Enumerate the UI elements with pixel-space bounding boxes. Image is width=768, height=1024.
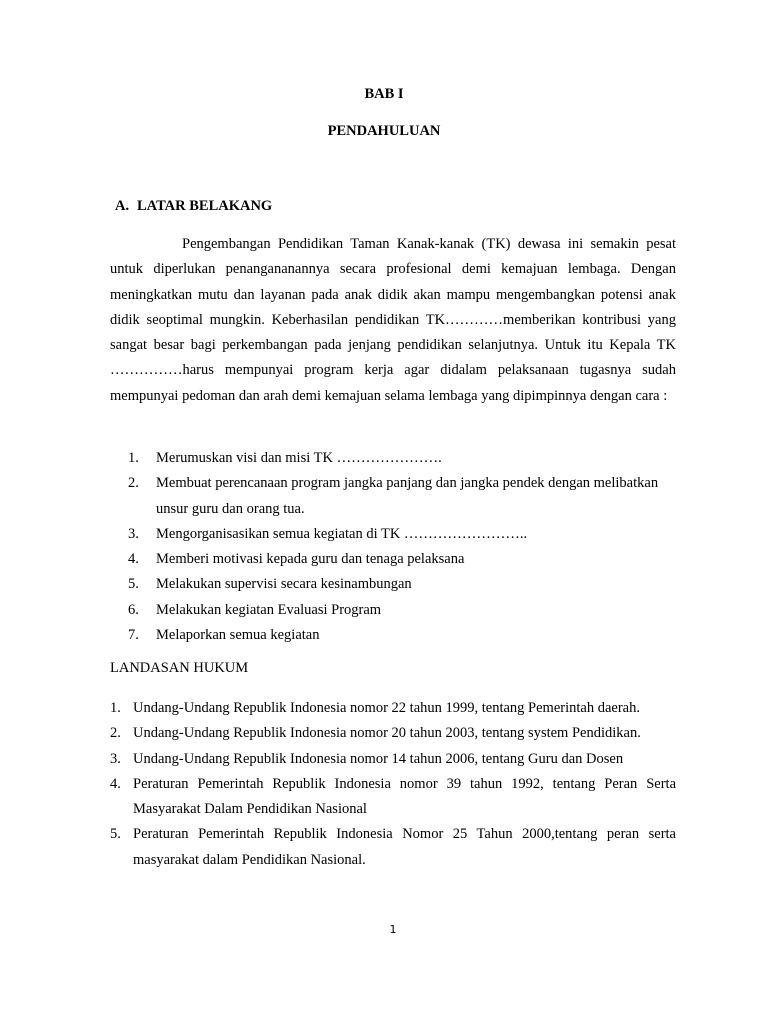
list-item-number: 4. — [110, 775, 121, 792]
list-item-text: Merumuskan visi dan misi TK …………………. — [156, 450, 442, 466]
list-item-number: 6. — [128, 601, 139, 618]
list-item — [128, 471, 676, 522]
list-item-text: Melakukan supervisi secara kesinambungan — [156, 576, 412, 593]
task-list — [128, 446, 676, 648]
list-item-text: Peraturan Pemerintah Republik Indonesia Nomor 25 Tahun 2000,tentang peran serta masyarakat dalam Pendidikan Nasional. — [133, 826, 676, 868]
list-item — [128, 547, 676, 572]
chapter-title: PENDAHULUAN — [327, 123, 441, 139]
chapter-number: BAB I — [364, 86, 404, 102]
list-item-text: Membuat perencanaan program jangka panjang dan jangka pendek dengan melibatkan unsur guru dan orang tua. — [156, 475, 659, 517]
legal-basis-list — [110, 696, 676, 873]
legal-basis-heading: LANDASAN HUKUM — [110, 660, 249, 676]
list-item — [110, 721, 676, 746]
list-item — [110, 772, 676, 823]
list-item-number: 7. — [128, 627, 139, 644]
list-item — [110, 747, 676, 772]
list-item — [110, 696, 676, 721]
list-item-text: Undang-Undang Republik Indonesia nomor 14 tahun 2006, tentang Guru dan Dosen — [133, 750, 624, 767]
list-item-number: 1. — [110, 700, 121, 716]
list-item-number: 3. — [110, 750, 121, 767]
list-item — [110, 822, 676, 873]
list-item-number: 5. — [128, 576, 139, 593]
list-item — [128, 522, 676, 547]
list-item-number: 4. — [128, 551, 139, 568]
section-number: A. — [115, 198, 130, 214]
list-item-number: 1. — [128, 450, 139, 466]
list-item — [128, 623, 676, 648]
list-item-text: Melaporkan semua kegiatan — [156, 627, 320, 644]
list-item-text: Undang-Undang Republik Indonesia nomor 20 tahun 2003, tentang system Pendidikan. — [133, 725, 641, 742]
list-item-number: 2. — [128, 475, 139, 492]
list-item-text: Mengorganisasikan semua kegiatan di TK …………………….. — [156, 525, 528, 542]
list-item-text: Undang-Undang Republik Indonesia nomor 22 tahun 1999, tentang Pemerintah daerah. — [133, 700, 640, 716]
list-item-text: Peraturan Pemerintah Republik Indonesia nomor 39 tahun 1992, tentang Peran Serta Masyarakat Dalam Pendidikan Nasional — [133, 775, 676, 818]
list-item-text: Melakukan kegiatan Evaluasi Program — [156, 601, 382, 618]
page-number: 1 — [389, 923, 397, 936]
list-item — [128, 446, 676, 471]
section-title: LATAR BELAKANG — [137, 198, 273, 214]
list-item — [128, 572, 676, 597]
list-item — [128, 598, 676, 623]
background-paragraph: Pengembangan Pendidikan Taman Kanak-kanak (TK) dewasa ini semakin pesat untuk diperlukan penangananannya secara profesional demi kemajuan lembaga. Dengan meningkatkan mutu dan layanan pada anak didik akan mampu mengembangkan potensi anak didik seoptimal mungkin. Keberhasilan pendidikan TK…………memberikan kontribusi yang sangat besar bagi perkembangan pada jenjang pendidikan selanjutnya. Untuk itu Kepala TK ……………harus mempunyai program kerja agar didalam pelaksanaan tugasnya sudah mempunyai pedoman dan arah demi kemajuan selama lembaga yang dipimpinnya dengan cara : — [110, 236, 676, 404]
list-item-text: Memberi motivasi kepada guru dan tenaga pelaksana — [156, 551, 465, 568]
list-item-number: 2. — [110, 725, 121, 742]
section-heading — [115, 198, 272, 215]
list-item-number: 5. — [110, 826, 121, 843]
list-item-number: 3. — [128, 525, 139, 542]
